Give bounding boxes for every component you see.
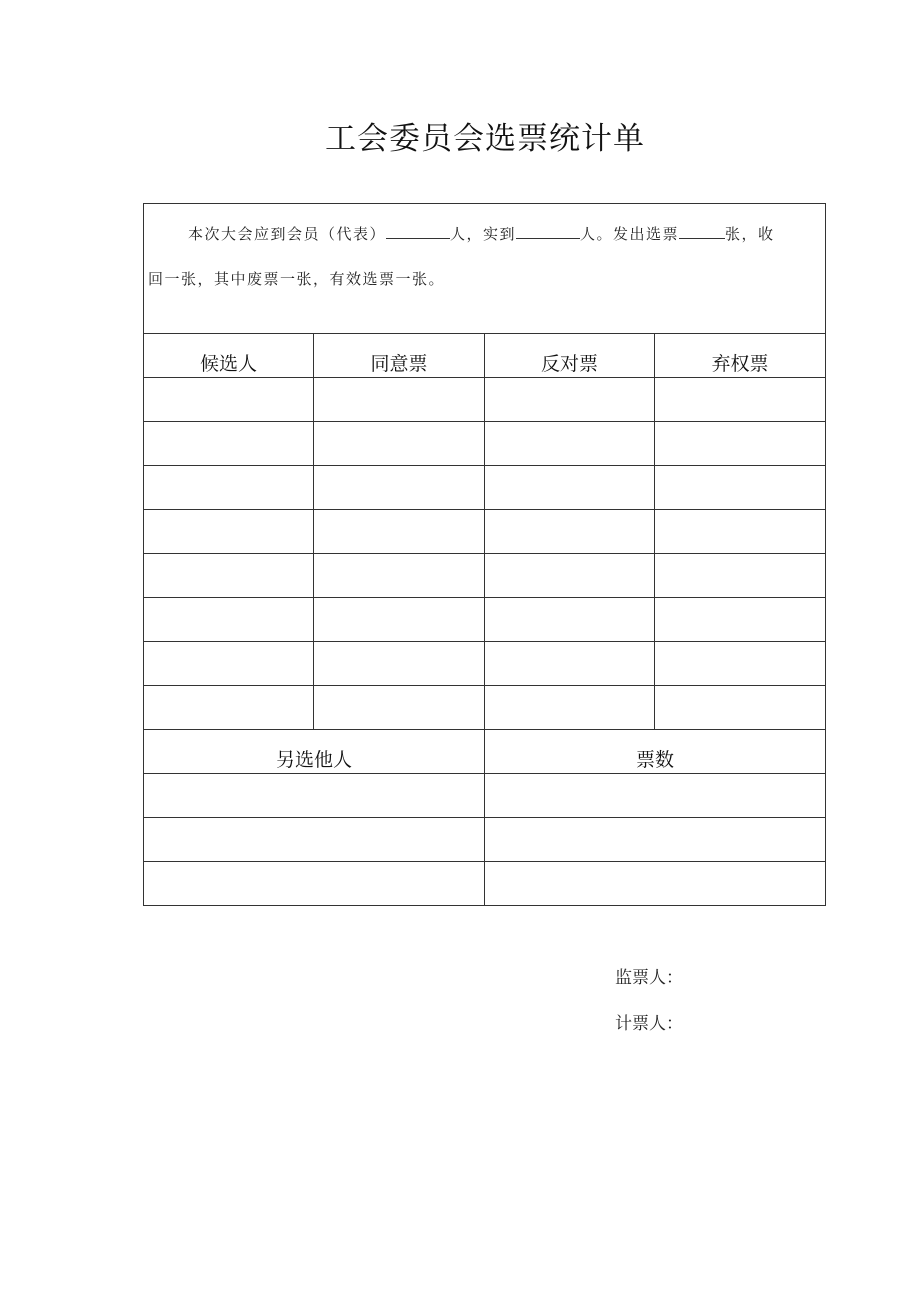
table-row [144,466,826,510]
cell-oppose[interactable] [485,554,655,598]
cell-approve[interactable] [314,686,485,730]
intro-text-5: 回一张，其中废票一张，有效选票一张。 [148,270,446,288]
cell-oppose[interactable] [485,510,655,554]
header-abstain: 弃权票 [655,334,826,378]
cell-candidate[interactable] [144,510,314,554]
table-row [144,862,826,906]
cell-oppose[interactable] [485,422,655,466]
cell-abstain[interactable] [655,466,826,510]
monitor-signature-label: 监票人： [615,968,683,988]
cell-vote-count[interactable] [485,774,826,818]
table-row [144,642,826,686]
header-approve: 同意票 [314,334,485,378]
cell-abstain[interactable] [655,554,826,598]
cell-abstain[interactable] [655,686,826,730]
ballot-tally-table [143,203,826,906]
cell-approve[interactable] [314,554,485,598]
cell-other-candidate[interactable] [144,774,485,818]
cell-candidate[interactable] [144,554,314,598]
blank-issued-ballots[interactable] [679,224,725,239]
header-candidate: 候选人 [144,334,314,378]
intro-text-3: 人。发出选票 [580,225,680,243]
header-other-candidate: 另选他人 [144,730,485,774]
cell-vote-count[interactable] [485,862,826,906]
intro-text-4: 张，收 [725,225,775,243]
cell-vote-count[interactable] [485,818,826,862]
page-title: 工会委员会选票统计单 [325,121,645,157]
cell-abstain[interactable] [655,642,826,686]
cell-approve[interactable] [314,598,485,642]
header-oppose: 反对票 [485,334,655,378]
table-row [144,510,826,554]
table-row [144,818,826,862]
table-row [144,422,826,466]
cell-candidate[interactable] [144,642,314,686]
table-row [144,598,826,642]
cell-approve[interactable] [314,378,485,422]
table-row [144,686,826,730]
cell-abstain[interactable] [655,422,826,466]
signature-block [615,962,683,1054]
cell-oppose[interactable] [485,598,655,642]
intro-text-1: 本次大会应到会员（代表） [188,225,387,243]
cell-candidate[interactable] [144,378,314,422]
table-row [144,378,826,422]
cell-abstain[interactable] [655,378,826,422]
cell-approve[interactable] [314,466,485,510]
cell-candidate[interactable] [144,422,314,466]
counter-signature-label: 计票人： [615,1014,683,1034]
cell-other-candidate[interactable] [144,862,485,906]
cell-oppose[interactable] [485,466,655,510]
cell-approve[interactable] [314,422,485,466]
cell-other-candidate[interactable] [144,818,485,862]
cell-abstain[interactable] [655,598,826,642]
table-row [144,554,826,598]
table-row [144,774,826,818]
cell-approve[interactable] [314,642,485,686]
intro-text-2: 人，实到 [450,225,517,243]
cell-abstain[interactable] [655,510,826,554]
cell-candidate[interactable] [144,598,314,642]
blank-expected-count[interactable] [386,224,450,239]
intro-paragraph [144,204,826,334]
header-vote-count: 票数 [485,730,826,774]
cell-oppose[interactable] [485,686,655,730]
cell-candidate[interactable] [144,466,314,510]
cell-candidate[interactable] [144,686,314,730]
cell-oppose[interactable] [485,642,655,686]
blank-attended-count[interactable] [516,224,580,239]
cell-approve[interactable] [314,510,485,554]
cell-oppose[interactable] [485,378,655,422]
